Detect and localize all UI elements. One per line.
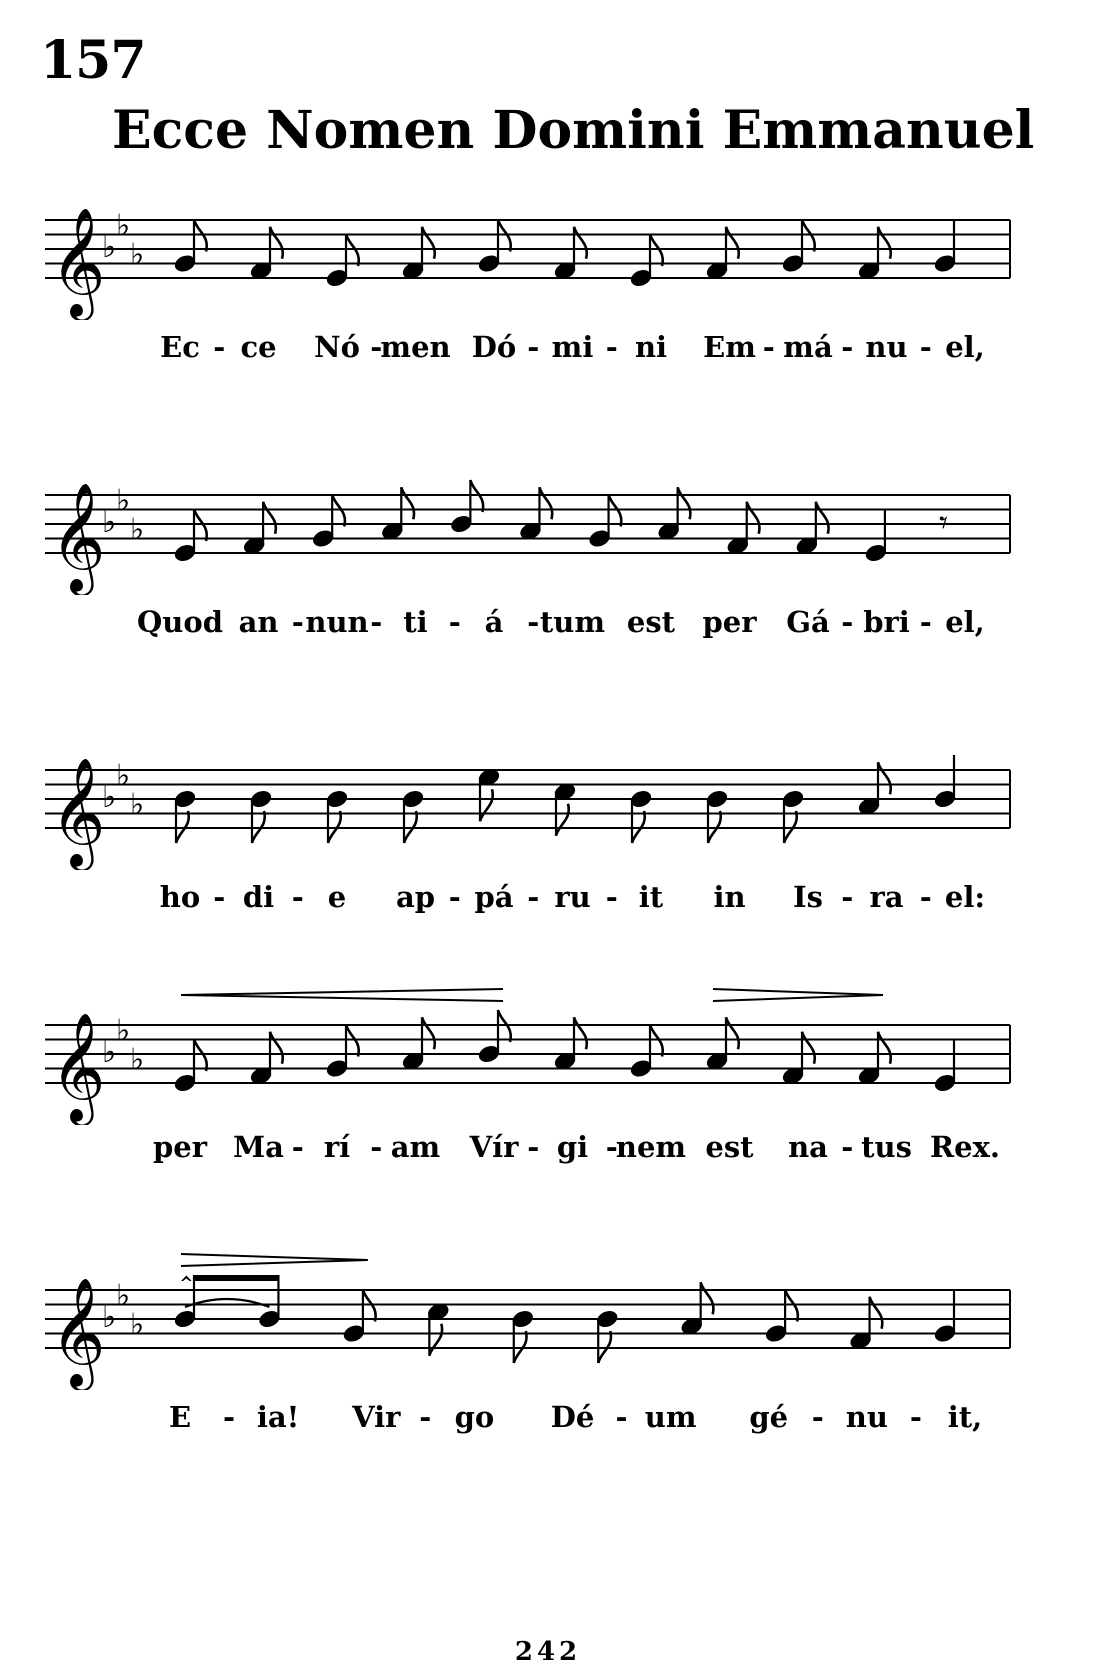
lyric-syllable: it, bbox=[947, 1400, 983, 1434]
note-Bb4 bbox=[704, 788, 729, 843]
staff-system-5 bbox=[0, 1250, 1096, 1500]
lyric-syllable: Dé bbox=[550, 1400, 595, 1434]
flat-icon: ♭ bbox=[102, 505, 117, 540]
lyric-syllable: est bbox=[705, 1130, 754, 1164]
note-Bb4 bbox=[172, 788, 197, 843]
lyric-syllable: Ec bbox=[160, 330, 200, 364]
note-Bb4 bbox=[324, 788, 349, 843]
note-Eb4 bbox=[172, 509, 206, 564]
lyric-hyphen: - bbox=[223, 1400, 236, 1434]
lyric-syllable: nu bbox=[845, 1400, 888, 1434]
lyric-syllable: nu bbox=[865, 330, 908, 364]
lyric-hyphen: - bbox=[291, 1130, 304, 1164]
lyric-hyphen: - bbox=[841, 605, 854, 639]
lyric-syllable: per bbox=[702, 605, 757, 639]
note-G4 bbox=[311, 495, 345, 550]
note-Eb4 bbox=[628, 234, 662, 289]
lyric-hyphen: - bbox=[291, 605, 304, 639]
lyric-syllable: gi bbox=[556, 1130, 589, 1164]
lyric-syllable: Nó bbox=[314, 330, 360, 364]
flat-icon: ♭ bbox=[130, 237, 145, 273]
note-G4 bbox=[341, 1290, 375, 1345]
lyric-hyphen: - bbox=[419, 1400, 432, 1434]
eighth-rest-icon: 𝄾 bbox=[939, 503, 949, 543]
lyric-hyphen: - bbox=[615, 1400, 628, 1434]
staff-system-3 bbox=[0, 730, 1096, 980]
beam bbox=[194, 1275, 278, 1281]
staff-4 bbox=[0, 985, 1096, 1125]
flat-icon: ♭ bbox=[116, 208, 131, 244]
lyric-hyphen: - bbox=[527, 1130, 540, 1164]
flat-icon: ♭ bbox=[116, 1013, 131, 1049]
lyric-syllable: na bbox=[788, 1130, 828, 1164]
lyric-syllable: in bbox=[713, 880, 746, 914]
lyric-syllable: Quod bbox=[137, 605, 223, 639]
lyric-hyphen: - bbox=[448, 880, 461, 914]
note-Bb4 bbox=[780, 788, 805, 843]
lyric-hyphen: - bbox=[841, 330, 854, 364]
lyric-hyphen: - bbox=[919, 880, 932, 914]
lyric-hyphen: - bbox=[527, 605, 540, 639]
note-G4 bbox=[587, 495, 621, 550]
lyric-syllable: ni bbox=[634, 330, 668, 364]
treble-clef-icon: 𝄞 bbox=[50, 1013, 106, 1122]
lyric-syllable: tus bbox=[861, 1130, 912, 1164]
staff-system-2 bbox=[0, 455, 1096, 705]
lyric-hyphen: - bbox=[527, 880, 540, 914]
lyric-syllable: e bbox=[327, 880, 347, 914]
decrescendo-hairpin bbox=[713, 989, 883, 1001]
flat-icon: ♭ bbox=[116, 483, 131, 519]
lyric-hyphen: - bbox=[841, 880, 854, 914]
lyric-syllable: ti bbox=[403, 605, 428, 639]
lyric-syllable: Ma bbox=[233, 1130, 284, 1164]
note-Eb4 bbox=[863, 509, 888, 564]
lyric-syllable: el: bbox=[944, 880, 986, 914]
lyric-hyphen: - bbox=[370, 1130, 383, 1164]
lyric-hyphen: - bbox=[841, 1130, 854, 1164]
note-Eb4 bbox=[932, 1039, 957, 1094]
note-G4 bbox=[764, 1290, 798, 1345]
lyric-hyphen: - bbox=[919, 605, 932, 639]
lyric-syllable: ho bbox=[159, 880, 201, 914]
flat-icon: ♭ bbox=[130, 512, 145, 548]
lyric-hyphen: - bbox=[213, 330, 226, 364]
treble-clef-icon: 𝄞 bbox=[50, 483, 106, 592]
lyric-syllable: ia! bbox=[256, 1400, 300, 1434]
note-Bb4 bbox=[510, 1308, 535, 1363]
lyric-syllable: men bbox=[380, 330, 451, 364]
lyric-syllable: am bbox=[390, 1130, 441, 1164]
lyric-syllable: Vir bbox=[352, 1400, 401, 1434]
accent-mark-icon: ‸ bbox=[179, 1257, 194, 1281]
note-Bb4 bbox=[628, 788, 653, 843]
lyric-hyphen: - bbox=[605, 880, 618, 914]
staff-system-1 bbox=[0, 180, 1096, 430]
decrescendo-hairpin bbox=[181, 1254, 368, 1266]
lyric-hyphen: - bbox=[605, 330, 618, 364]
note-G4 bbox=[628, 1025, 662, 1080]
note-G4 bbox=[476, 220, 510, 275]
lyric-syllable: bri bbox=[863, 605, 910, 639]
note-Eb4 bbox=[172, 1039, 206, 1094]
note-Bb4 bbox=[172, 1257, 197, 1330]
lyric-syllable: mi bbox=[551, 330, 594, 364]
note-Bb4 bbox=[476, 1010, 510, 1065]
lyric-syllable: it bbox=[638, 880, 664, 914]
lyric-hyphen: - bbox=[919, 330, 932, 364]
crescendo-hairpin bbox=[181, 989, 503, 1001]
lyric-syllable: ce bbox=[240, 330, 277, 364]
flat-icon: ♭ bbox=[102, 1300, 117, 1335]
lyric-syllable: Is bbox=[793, 880, 823, 914]
lyric-syllable: el, bbox=[945, 605, 985, 639]
lyric-syllable: di bbox=[242, 880, 275, 914]
note-Bb4 bbox=[248, 788, 273, 843]
staff-system-4 bbox=[0, 985, 1096, 1235]
flat-icon: ♭ bbox=[102, 230, 117, 265]
note-Bb4 bbox=[449, 480, 483, 535]
staff-3 bbox=[0, 730, 1096, 870]
lyric-syllable: go bbox=[454, 1400, 495, 1434]
lyric-hyphen: - bbox=[448, 605, 461, 639]
lyric-syllable: E bbox=[168, 1400, 192, 1434]
note-G4 bbox=[172, 220, 206, 275]
hymn-title: Ecce Nomen Domini Emmanuel bbox=[112, 100, 1035, 161]
lyric-hyphen: - bbox=[605, 1130, 618, 1164]
lyric-hyphen: - bbox=[291, 880, 304, 914]
flat-icon: ♭ bbox=[116, 758, 131, 794]
lyric-syllable: gé bbox=[749, 1400, 789, 1434]
note-G4 bbox=[932, 220, 957, 275]
lyric-syllable: um bbox=[644, 1400, 697, 1434]
flat-icon: ♭ bbox=[116, 1278, 131, 1314]
flat-icon: ♭ bbox=[130, 1307, 145, 1343]
lyric-syllable: ap bbox=[395, 880, 436, 914]
page-number: 242 bbox=[514, 1637, 582, 1667]
lyric-syllable: tum bbox=[539, 605, 606, 639]
lyric-syllable: Vír bbox=[469, 1130, 519, 1164]
treble-clef-icon: 𝄞 bbox=[50, 208, 106, 317]
lyric-syllable: Em bbox=[703, 330, 756, 364]
flat-icon: ♭ bbox=[130, 787, 145, 823]
treble-clef-icon: 𝄞 bbox=[50, 758, 106, 867]
lyric-syllable: má bbox=[783, 330, 833, 364]
lyric-syllable: est bbox=[626, 605, 676, 639]
note-Bb4 bbox=[595, 1308, 620, 1363]
lyric-syllable: el, bbox=[945, 330, 985, 364]
staff-2 bbox=[0, 455, 1096, 595]
flat-icon: ♭ bbox=[102, 780, 117, 815]
lyric-syllable: Rex. bbox=[930, 1130, 1000, 1164]
note-Bb4 bbox=[257, 1275, 282, 1330]
treble-clef-icon: 𝄞 bbox=[50, 1278, 106, 1387]
lyric-syllable: per bbox=[152, 1130, 208, 1164]
staff-5 bbox=[0, 1250, 1096, 1390]
slur bbox=[185, 1299, 269, 1307]
lyric-syllable: ra bbox=[869, 880, 904, 914]
lyric-hyphen: - bbox=[370, 330, 383, 364]
lyric-syllable: ru bbox=[554, 880, 591, 914]
note-Bb4 bbox=[400, 788, 425, 843]
flat-icon: ♭ bbox=[102, 1035, 117, 1070]
note-G4 bbox=[324, 1025, 358, 1080]
lyric-hyphen: - bbox=[213, 880, 226, 914]
hymn-number: 157 bbox=[40, 30, 146, 91]
lyric-syllable: nun bbox=[305, 605, 369, 639]
lyric-hyphen: - bbox=[370, 605, 383, 639]
lyric-syllable: an bbox=[238, 605, 279, 639]
lyric-syllable: rí bbox=[323, 1130, 351, 1164]
note-Eb4 bbox=[324, 234, 358, 289]
note-G4 bbox=[932, 1290, 957, 1345]
lyric-syllable: Gá bbox=[786, 605, 830, 639]
lyric-hyphen: - bbox=[909, 1400, 922, 1434]
lyric-syllable: Dó bbox=[471, 330, 517, 364]
lyric-hyphen: - bbox=[762, 330, 775, 364]
lyric-syllable: nem bbox=[615, 1130, 687, 1164]
lyric-syllable: pá bbox=[474, 880, 514, 914]
lyric-hyphen: - bbox=[811, 1400, 824, 1434]
lyric-hyphen: - bbox=[527, 330, 540, 364]
note-Bb4 bbox=[932, 755, 957, 810]
staff-1 bbox=[0, 180, 1096, 320]
flat-icon: ♭ bbox=[130, 1042, 145, 1078]
note-G4 bbox=[780, 220, 814, 275]
lyric-syllable: á bbox=[484, 605, 504, 639]
